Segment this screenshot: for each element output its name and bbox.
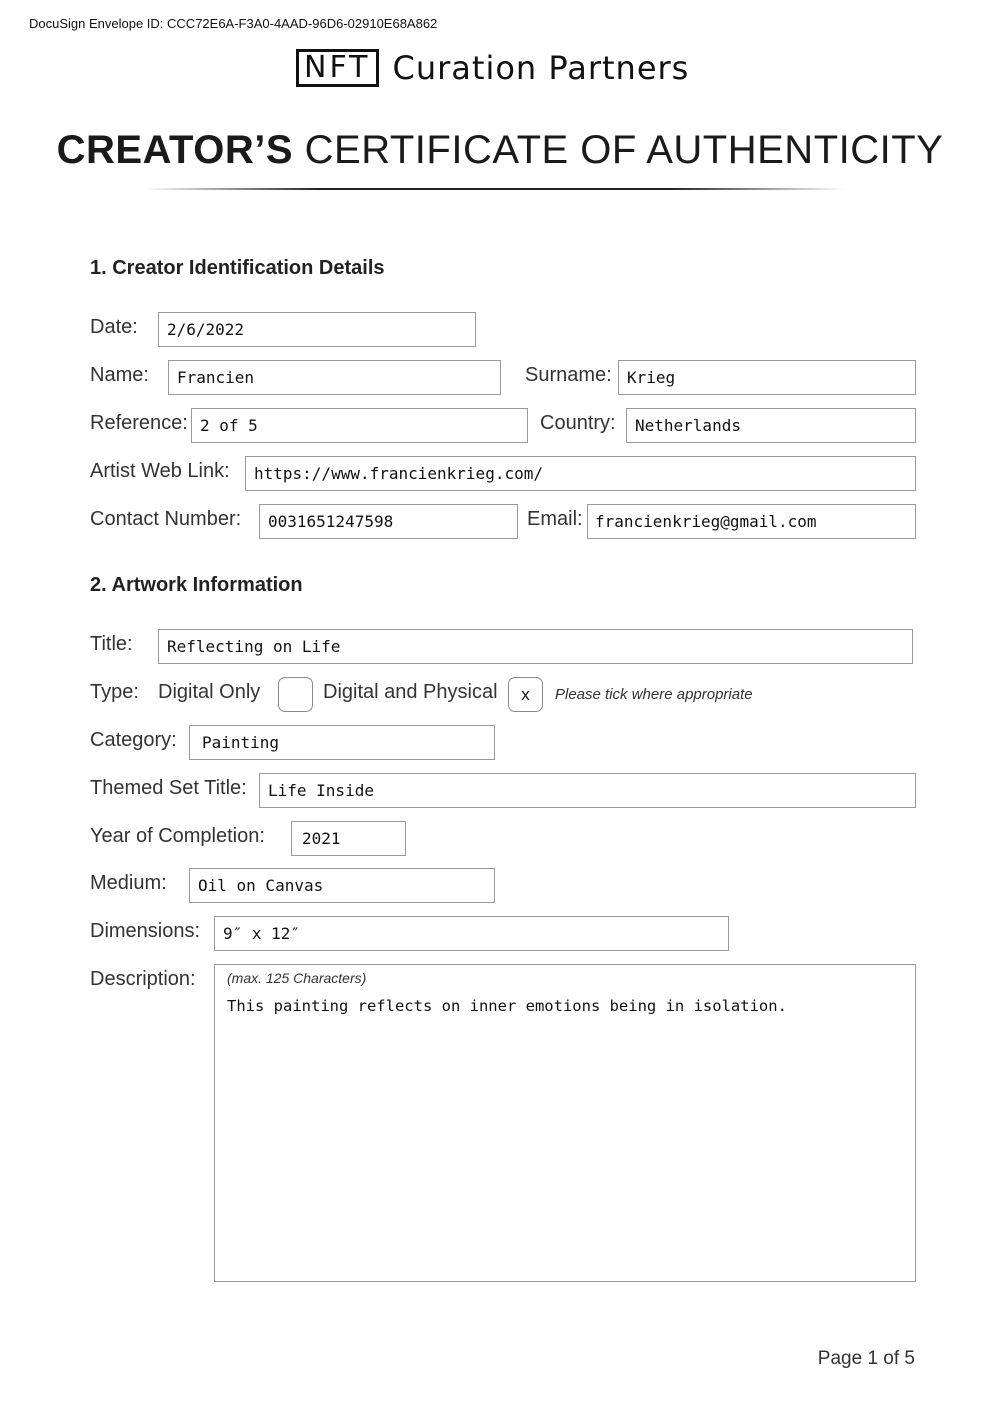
reference-label: Reference: [90, 412, 188, 434]
country-label: Country: [540, 412, 616, 434]
brand-name: Curation Partners [392, 49, 690, 87]
medium-field[interactable]: Oil on Canvas [189, 868, 495, 903]
date-label: Date: [90, 316, 138, 338]
envelope-id: DocuSign Envelope ID: CCC72E6A-F3A0-4AAD-96D6-02910E68A862 [29, 16, 438, 31]
page-number: Page 1 of 5 [817, 1348, 915, 1369]
nft-logo-box: NFT [296, 49, 379, 87]
year-field[interactable]: 2021 [291, 821, 406, 856]
digital-only-label: Digital Only [158, 681, 261, 703]
reference-field[interactable]: 2 of 5 [191, 408, 528, 443]
name-field[interactable]: Francien [168, 360, 501, 395]
category-field[interactable]: Painting [189, 725, 495, 760]
email-label: Email: [527, 508, 583, 530]
email-field[interactable]: francienkrieg@gmail.com [587, 504, 916, 539]
section2-heading: 2. Artwork Information [90, 574, 303, 596]
category-label: Category: [90, 729, 177, 751]
dimensions-field[interactable]: 9″ x 12″ [214, 916, 729, 951]
type-label: Type: [90, 681, 139, 703]
themed-set-label: Themed Set Title: [90, 777, 247, 799]
type-hint: Please tick where appropriate [555, 686, 753, 703]
year-label: Year of Completion: [90, 825, 265, 847]
title-light: CERTIFICATE OF AUTHENTICITY [304, 128, 944, 172]
artwork-title-field[interactable]: Reflecting on Life [158, 629, 913, 664]
title-divider [145, 188, 845, 190]
title-bold: CREATOR’S [56, 128, 294, 172]
description-field[interactable] [214, 964, 916, 1282]
digital-only-checkbox[interactable] [278, 677, 313, 712]
country-field[interactable]: Netherlands [626, 408, 916, 443]
dimensions-label: Dimensions: [90, 920, 201, 942]
surname-label: Surname: [525, 364, 612, 386]
page-title [0, 128, 1000, 173]
web-link-field[interactable]: https://www.francienkrieg.com/ [245, 456, 916, 491]
digital-physical-label: Digital and Physical [323, 681, 498, 703]
name-label: Name: [90, 364, 149, 386]
description-label: Description: [90, 968, 196, 990]
web-link-label: Artist Web Link: [90, 460, 230, 482]
digital-physical-checkbox[interactable]: x [508, 677, 543, 712]
section1-heading: 1. Creator Identification Details [90, 257, 385, 279]
brand-logo [296, 48, 689, 88]
medium-label: Medium: [90, 872, 167, 894]
contact-field[interactable]: 0031651247598 [259, 504, 518, 539]
title-label: Title: [90, 633, 133, 655]
description-text: This painting reflects on inner emotions being in isolation. [227, 997, 787, 1015]
date-field[interactable]: 2/6/2022 [158, 312, 476, 347]
themed-set-field[interactable]: Life Inside [259, 773, 916, 808]
surname-field[interactable]: Krieg [618, 360, 916, 395]
description-hint: (max. 125 Characters) [227, 970, 367, 986]
contact-label: Contact Number: [90, 508, 242, 530]
